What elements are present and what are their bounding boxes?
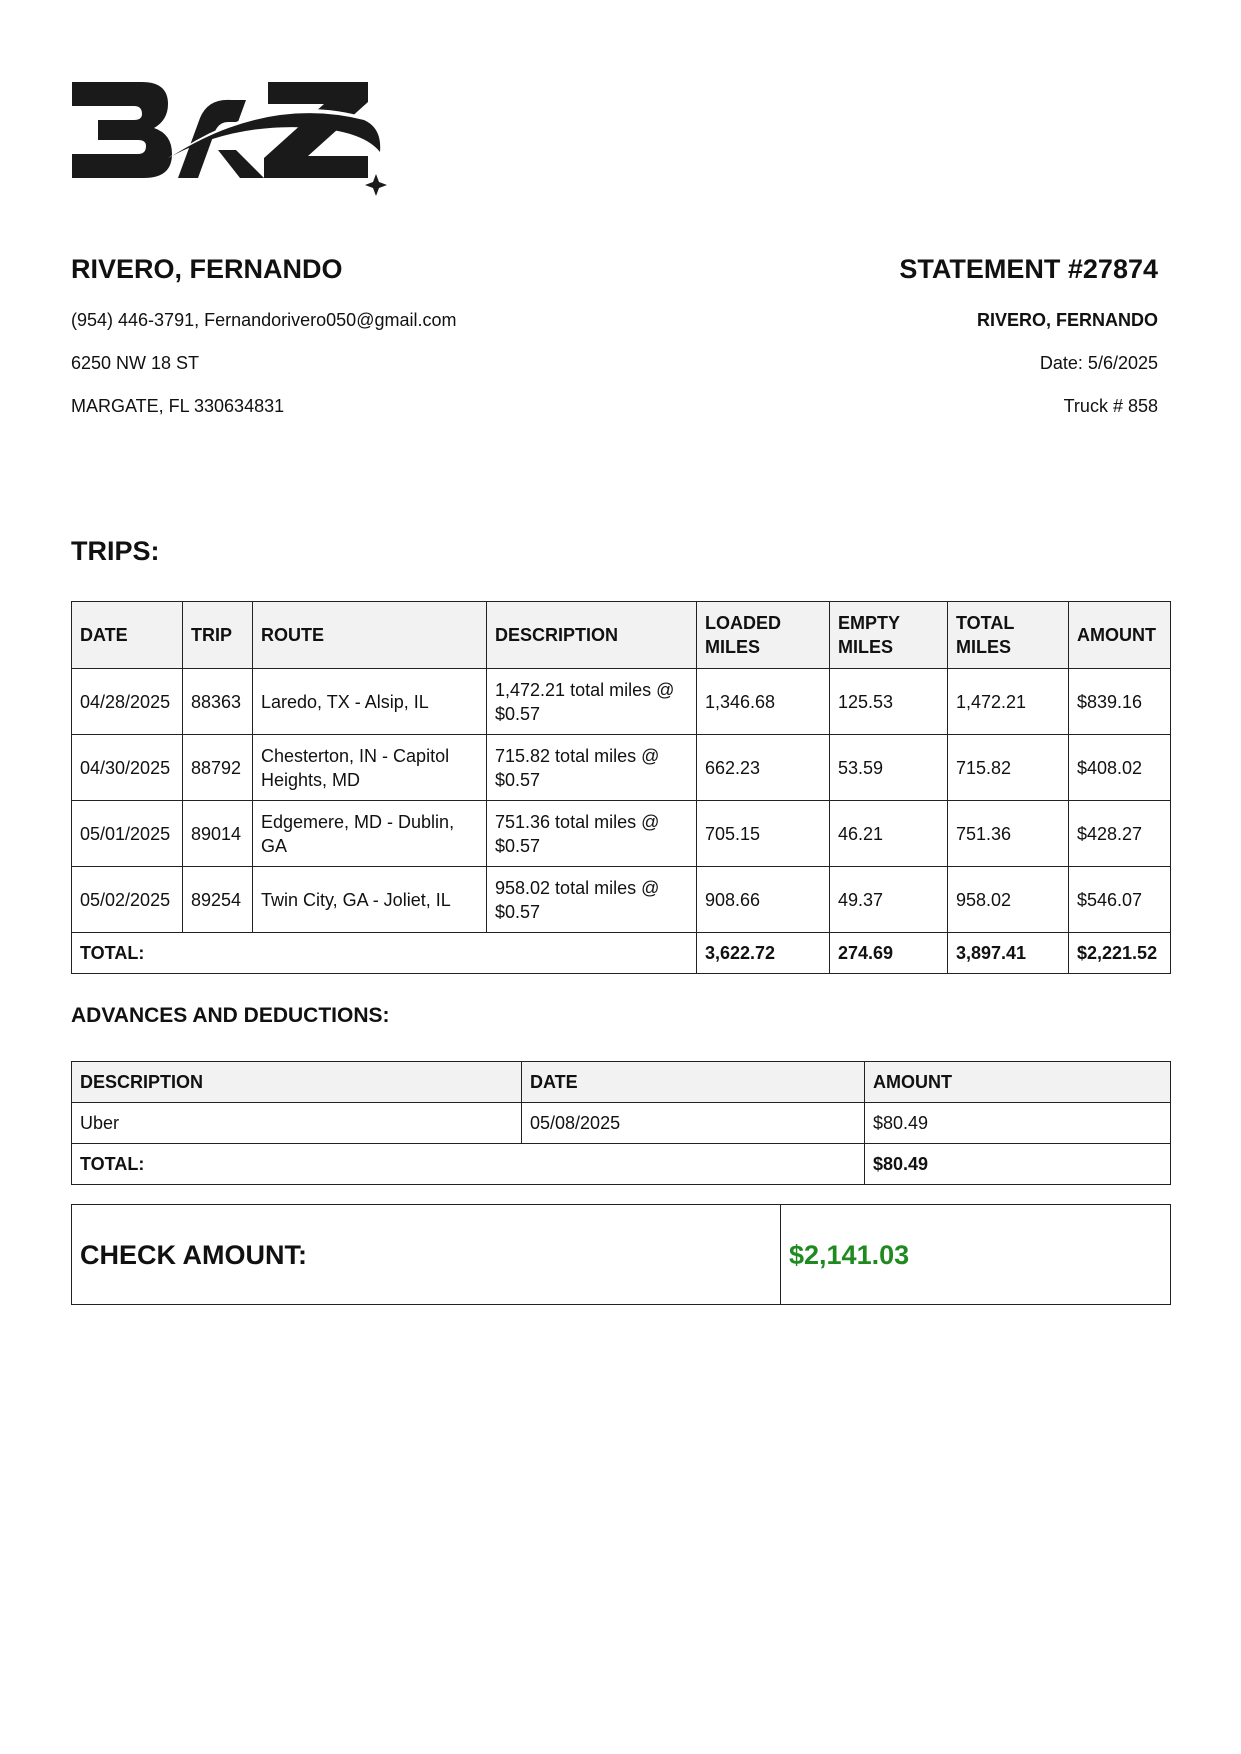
table-row: [72, 801, 1171, 867]
statement-date: Date: 5/6/2025: [1039, 353, 1158, 373]
total-amount: $2,221.52: [1069, 933, 1171, 974]
column-header: DATE: [522, 1062, 865, 1103]
trip-total-miles: 958.02: [948, 867, 1069, 933]
trip-description: 1,472.21 total miles @ $0.57: [487, 669, 697, 735]
trip-amount: $408.02: [1069, 735, 1171, 801]
trip-date: 04/30/2025: [72, 735, 183, 801]
trips-header-row: [72, 602, 1171, 669]
trips-title: TRIPS:: [71, 536, 160, 566]
driver-address-line2: MARGATE, FL 330634831: [71, 396, 285, 416]
driver-contact: (954) 446-3791, Fernandorivero050@gmail.com: [71, 310, 457, 330]
statement-info: [899, 252, 1158, 416]
advances-header-row: [72, 1062, 1171, 1103]
statement-title: STATEMENT #27874: [899, 254, 1158, 284]
trip-loaded-miles: 662.23: [697, 735, 830, 801]
advances-total-amount: $80.49: [865, 1144, 1171, 1185]
trip-date: 05/01/2025: [72, 801, 183, 867]
total-loaded-miles: 3,622.72: [697, 933, 830, 974]
total-total-miles: 3,897.41: [948, 933, 1069, 974]
statement-payee: RIVERO, FERNANDO: [976, 310, 1158, 330]
column-header: LOADED MILES: [697, 602, 830, 669]
trip-amount: $839.16: [1069, 669, 1171, 735]
trip-date: 05/02/2025: [72, 867, 183, 933]
table-row: [72, 1103, 1171, 1144]
advance-description: Uber: [72, 1103, 522, 1144]
trip-loaded-miles: 908.66: [697, 867, 830, 933]
truck-number: Truck # 858: [1063, 396, 1158, 416]
driver-address-line1: 6250 NW 18 ST: [71, 353, 200, 373]
trip-route: Twin City, GA - Joliet, IL: [253, 867, 487, 933]
advances-table: [71, 1061, 1171, 1185]
trip-amount: $428.27: [1069, 801, 1171, 867]
trip-date: 04/28/2025: [72, 669, 183, 735]
trip-description: 715.82 total miles @ $0.57: [487, 735, 697, 801]
trip-route: Chesterton, IN - Capitol Heights, MD: [253, 735, 487, 801]
total-empty-miles: 274.69: [830, 933, 948, 974]
trips-table: [71, 601, 1171, 974]
trip-route: Laredo, TX - Alsip, IL: [253, 669, 487, 735]
trips-total-row: [72, 933, 1171, 974]
check-amount-value: $2,141.03: [781, 1205, 1171, 1305]
driver-info: [71, 252, 457, 416]
table-row: [72, 735, 1171, 801]
column-header: AMOUNT: [865, 1062, 1171, 1103]
trip-description: 958.02 total miles @ $0.57: [487, 867, 697, 933]
total-label: TOTAL:: [72, 933, 697, 974]
trip-loaded-miles: 705.15: [697, 801, 830, 867]
trip-number: 89254: [183, 867, 253, 933]
trip-number: 89014: [183, 801, 253, 867]
trip-loaded-miles: 1,346.68: [697, 669, 830, 735]
column-header: AMOUNT: [1069, 602, 1171, 669]
trip-empty-miles: 46.21: [830, 801, 948, 867]
advances-title: ADVANCES AND DEDUCTIONS:: [71, 1004, 390, 1027]
check-amount-label: CHECK AMOUNT:: [72, 1205, 781, 1305]
check-amount-box: [71, 1204, 1171, 1305]
check-amount-row: [72, 1205, 1171, 1305]
column-header: EMPTY MILES: [830, 602, 948, 669]
trip-description: 751.36 total miles @ $0.57: [487, 801, 697, 867]
trip-number: 88363: [183, 669, 253, 735]
trip-total-miles: 1,472.21: [948, 669, 1069, 735]
trip-empty-miles: 125.53: [830, 669, 948, 735]
trip-number: 88792: [183, 735, 253, 801]
statement-header: [71, 252, 1158, 432]
trip-amount: $546.07: [1069, 867, 1171, 933]
trip-total-miles: 751.36: [948, 801, 1069, 867]
trip-empty-miles: 49.37: [830, 867, 948, 933]
trip-empty-miles: 53.59: [830, 735, 948, 801]
trip-total-miles: 715.82: [948, 735, 1069, 801]
column-header: DESCRIPTION: [72, 1062, 522, 1103]
table-row: [72, 669, 1171, 735]
column-header: ROUTE: [253, 602, 487, 669]
advance-date: 05/08/2025: [522, 1103, 865, 1144]
brz-logo: [68, 78, 388, 198]
driver-name: RIVERO, FERNANDO: [71, 254, 343, 284]
trip-route: Edgemere, MD - Dublin, GA: [253, 801, 487, 867]
advance-amount: $80.49: [865, 1103, 1171, 1144]
column-header: TOTAL MILES: [948, 602, 1069, 669]
advances-total-row: [72, 1144, 1171, 1185]
column-header: DATE: [72, 602, 183, 669]
total-label: TOTAL:: [72, 1144, 865, 1185]
column-header: DESCRIPTION: [487, 602, 697, 669]
sparkle-icon: [365, 174, 387, 196]
table-row: [72, 867, 1171, 933]
column-header: TRIP: [183, 602, 253, 669]
